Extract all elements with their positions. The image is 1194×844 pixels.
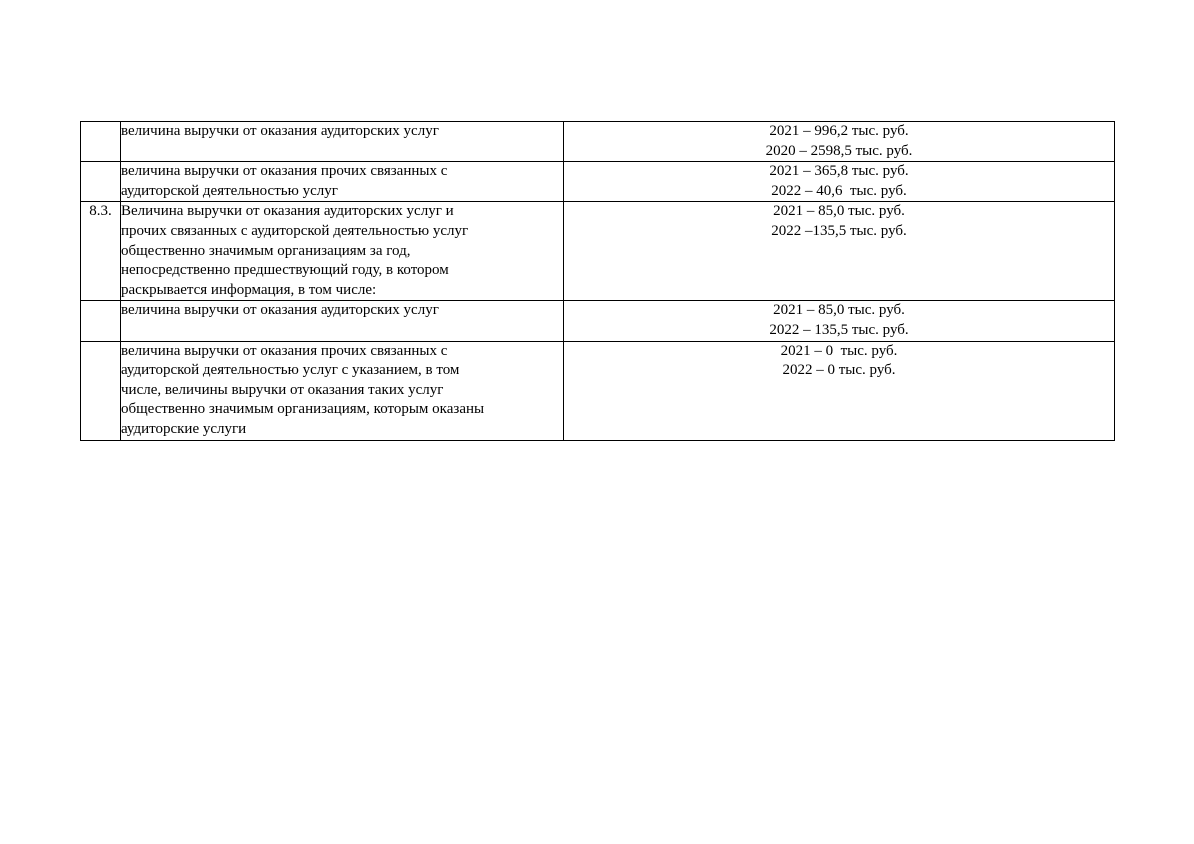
- description-cell: [121, 162, 564, 202]
- description-line: общественно значимым организациям за год,: [121, 242, 411, 259]
- description-cell: [121, 301, 564, 341]
- value-line: 2021 – 996,2 тыс. руб.: [769, 123, 909, 139]
- description-line: общественно значимым организациям, которым оказаны: [121, 401, 485, 418]
- disclosure-table: [80, 121, 1115, 441]
- value-cell: [564, 301, 1115, 341]
- value-line: 2022 – 0 тыс. руб.: [782, 362, 896, 379]
- value-line: 2021 – 85,0 тыс. руб.: [773, 302, 905, 319]
- description-line: числе, величины выручки от оказания таких услуг: [121, 381, 444, 398]
- description-line: аудиторской деятельностью услуг: [121, 182, 338, 199]
- row-number-cell: [81, 122, 121, 162]
- table-row: [81, 341, 1115, 440]
- description-line: прочих связанных с аудиторской деятельностью услуг: [121, 222, 469, 239]
- description-line: величина выручки от оказания прочих связанных с: [121, 342, 448, 359]
- table-row: [81, 162, 1115, 202]
- value-cell: [564, 162, 1115, 202]
- value-cell: [564, 341, 1115, 440]
- description-line: аудиторской деятельностью услуг с указанием, в том: [121, 362, 460, 379]
- description-line: аудиторские услуги: [121, 420, 247, 437]
- description-line: величина выручки от оказания прочих связанных с: [121, 163, 448, 180]
- value-cell: [564, 202, 1115, 301]
- description-cell: [121, 122, 564, 162]
- value-cell: [564, 122, 1115, 162]
- description-line: раскрывается информация, в том числе:: [121, 281, 377, 298]
- table-row: [81, 122, 1115, 162]
- value-line: 2022 –135,5 тыс. руб.: [771, 222, 907, 239]
- value-line: 2021 – 0 тыс. руб.: [780, 342, 898, 359]
- description-line: величина выручки от оказания аудиторских услуг: [121, 302, 439, 319]
- description-line: Величина выручки от оказания аудиторских услуг и: [121, 203, 454, 220]
- value-line: 2021 – 365,8 тыс. руб.: [769, 163, 909, 180]
- value-line: 2020 – 2598,5 тыс. руб.: [765, 142, 913, 159]
- row-number-cell: [81, 202, 121, 301]
- description-line: величина выручки от оказания аудиторских услуг: [121, 123, 439, 139]
- row-number-cell: [81, 162, 121, 202]
- description-line: непосредственно предшествующий году, в котором: [121, 262, 449, 279]
- value-line: 2022 – 135,5 тыс. руб.: [769, 321, 909, 338]
- row-number-cell: [81, 341, 121, 440]
- description-cell: [121, 202, 564, 301]
- value-line: 2022 – 40,6 тыс. руб.: [771, 182, 907, 199]
- table-row: [81, 202, 1115, 301]
- value-line: 2021 – 85,0 тыс. руб.: [773, 203, 905, 220]
- table-row: [81, 301, 1115, 341]
- description-cell: [121, 341, 564, 440]
- row-number-cell: [81, 301, 121, 341]
- row-number: 8.3.: [89, 203, 112, 220]
